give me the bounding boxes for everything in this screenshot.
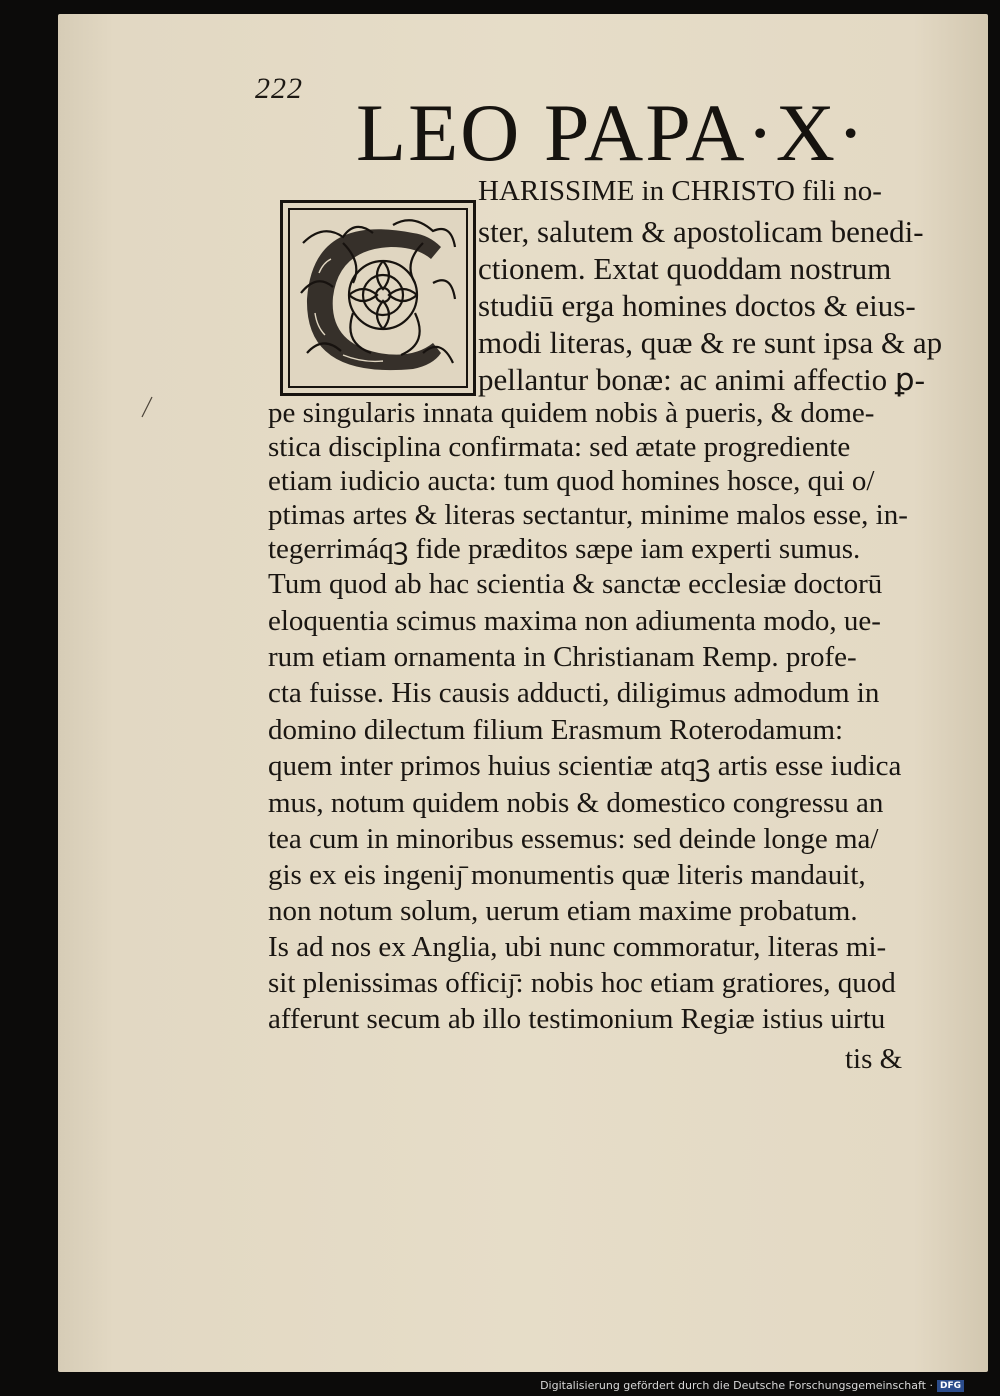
text-line: HARISSIME in CHRISTO fili no-: [478, 175, 882, 207]
dfg-logo: DFG: [937, 1380, 964, 1392]
text-line: ctionem. Extat quoddam nostrum: [478, 251, 892, 286]
margin-mark-icon: [140, 395, 154, 419]
text-line: eloquentia scimus maxima non adiumenta modo, ue-: [268, 605, 881, 637]
text-line: etiam iudicio aucta: tum quod homines hosce, qui o/: [268, 465, 875, 497]
text-line: stica disciplina confirmata: sed ætate progrediente: [268, 431, 851, 463]
text-line: pe singularis innata quidem nobis à pueris, & dome-: [268, 397, 875, 429]
text-line: cta fuisse. His causis adducti, diligimus admodum in: [268, 677, 880, 709]
text-line: ster, salutem & apostolicam benedi-: [478, 214, 924, 249]
text-line: tea cum in minoribus essemus: sed deinde longe ma/: [268, 823, 879, 855]
page-number: 222: [255, 72, 303, 105]
text-line: mus, notum quidem nobis & domestico congressu an: [268, 787, 884, 819]
text-line: ptimas artes & literas sectantur, minime malos esse, in-: [268, 499, 908, 531]
text-line: modi literas, quæ & re sunt ipsa & ap: [478, 325, 943, 360]
text-line: sit plenissimas officiȷ̄: nobis hoc etiam gratiores, quod: [268, 967, 896, 999]
page-heading: LEO PAPA·X·: [356, 87, 867, 178]
catchword: tis &: [845, 1043, 903, 1075]
text-line: quem inter primos huius scientiæ atqꝫ artis esse iudica: [268, 750, 902, 782]
footer-text: Digitalisierung gefördert durch die Deutsche Forschungsgemeinschaft ·: [540, 1379, 933, 1392]
text-line: domino dilectum filium Erasmum Roterodamum:: [268, 714, 844, 746]
text-line: Tum quod ab hac scientia & sanctæ ecclesiæ doctorū: [268, 568, 883, 600]
text-line: non notum solum, uerum etiam maxime probatum.: [268, 895, 858, 927]
decorated-initial-c: [280, 200, 476, 396]
text-line: pellantur bonæ: ac animi affectio ꝑ-: [478, 362, 925, 397]
text-line: afferunt secum ab illo testimonium Regiæ istius uirtu: [268, 1003, 886, 1035]
text-line: studiū erga homines doctos & eius-: [478, 288, 916, 323]
digitization-footer: [540, 1379, 964, 1392]
text-line: rum etiam ornamenta in Christianam Remp. profe-: [268, 641, 857, 673]
text-line: Is ad nos ex Anglia, ubi nunc commoratur, literas mi-: [268, 931, 887, 963]
text-line: gis ex eis ingeniȷ̄ monumentis quæ literis mandauit,: [268, 859, 866, 891]
floral-initial-icon: [283, 203, 473, 393]
text-line: tegerrimáqꝫ fide præditos sæpe iam experti sumus.: [268, 533, 861, 565]
